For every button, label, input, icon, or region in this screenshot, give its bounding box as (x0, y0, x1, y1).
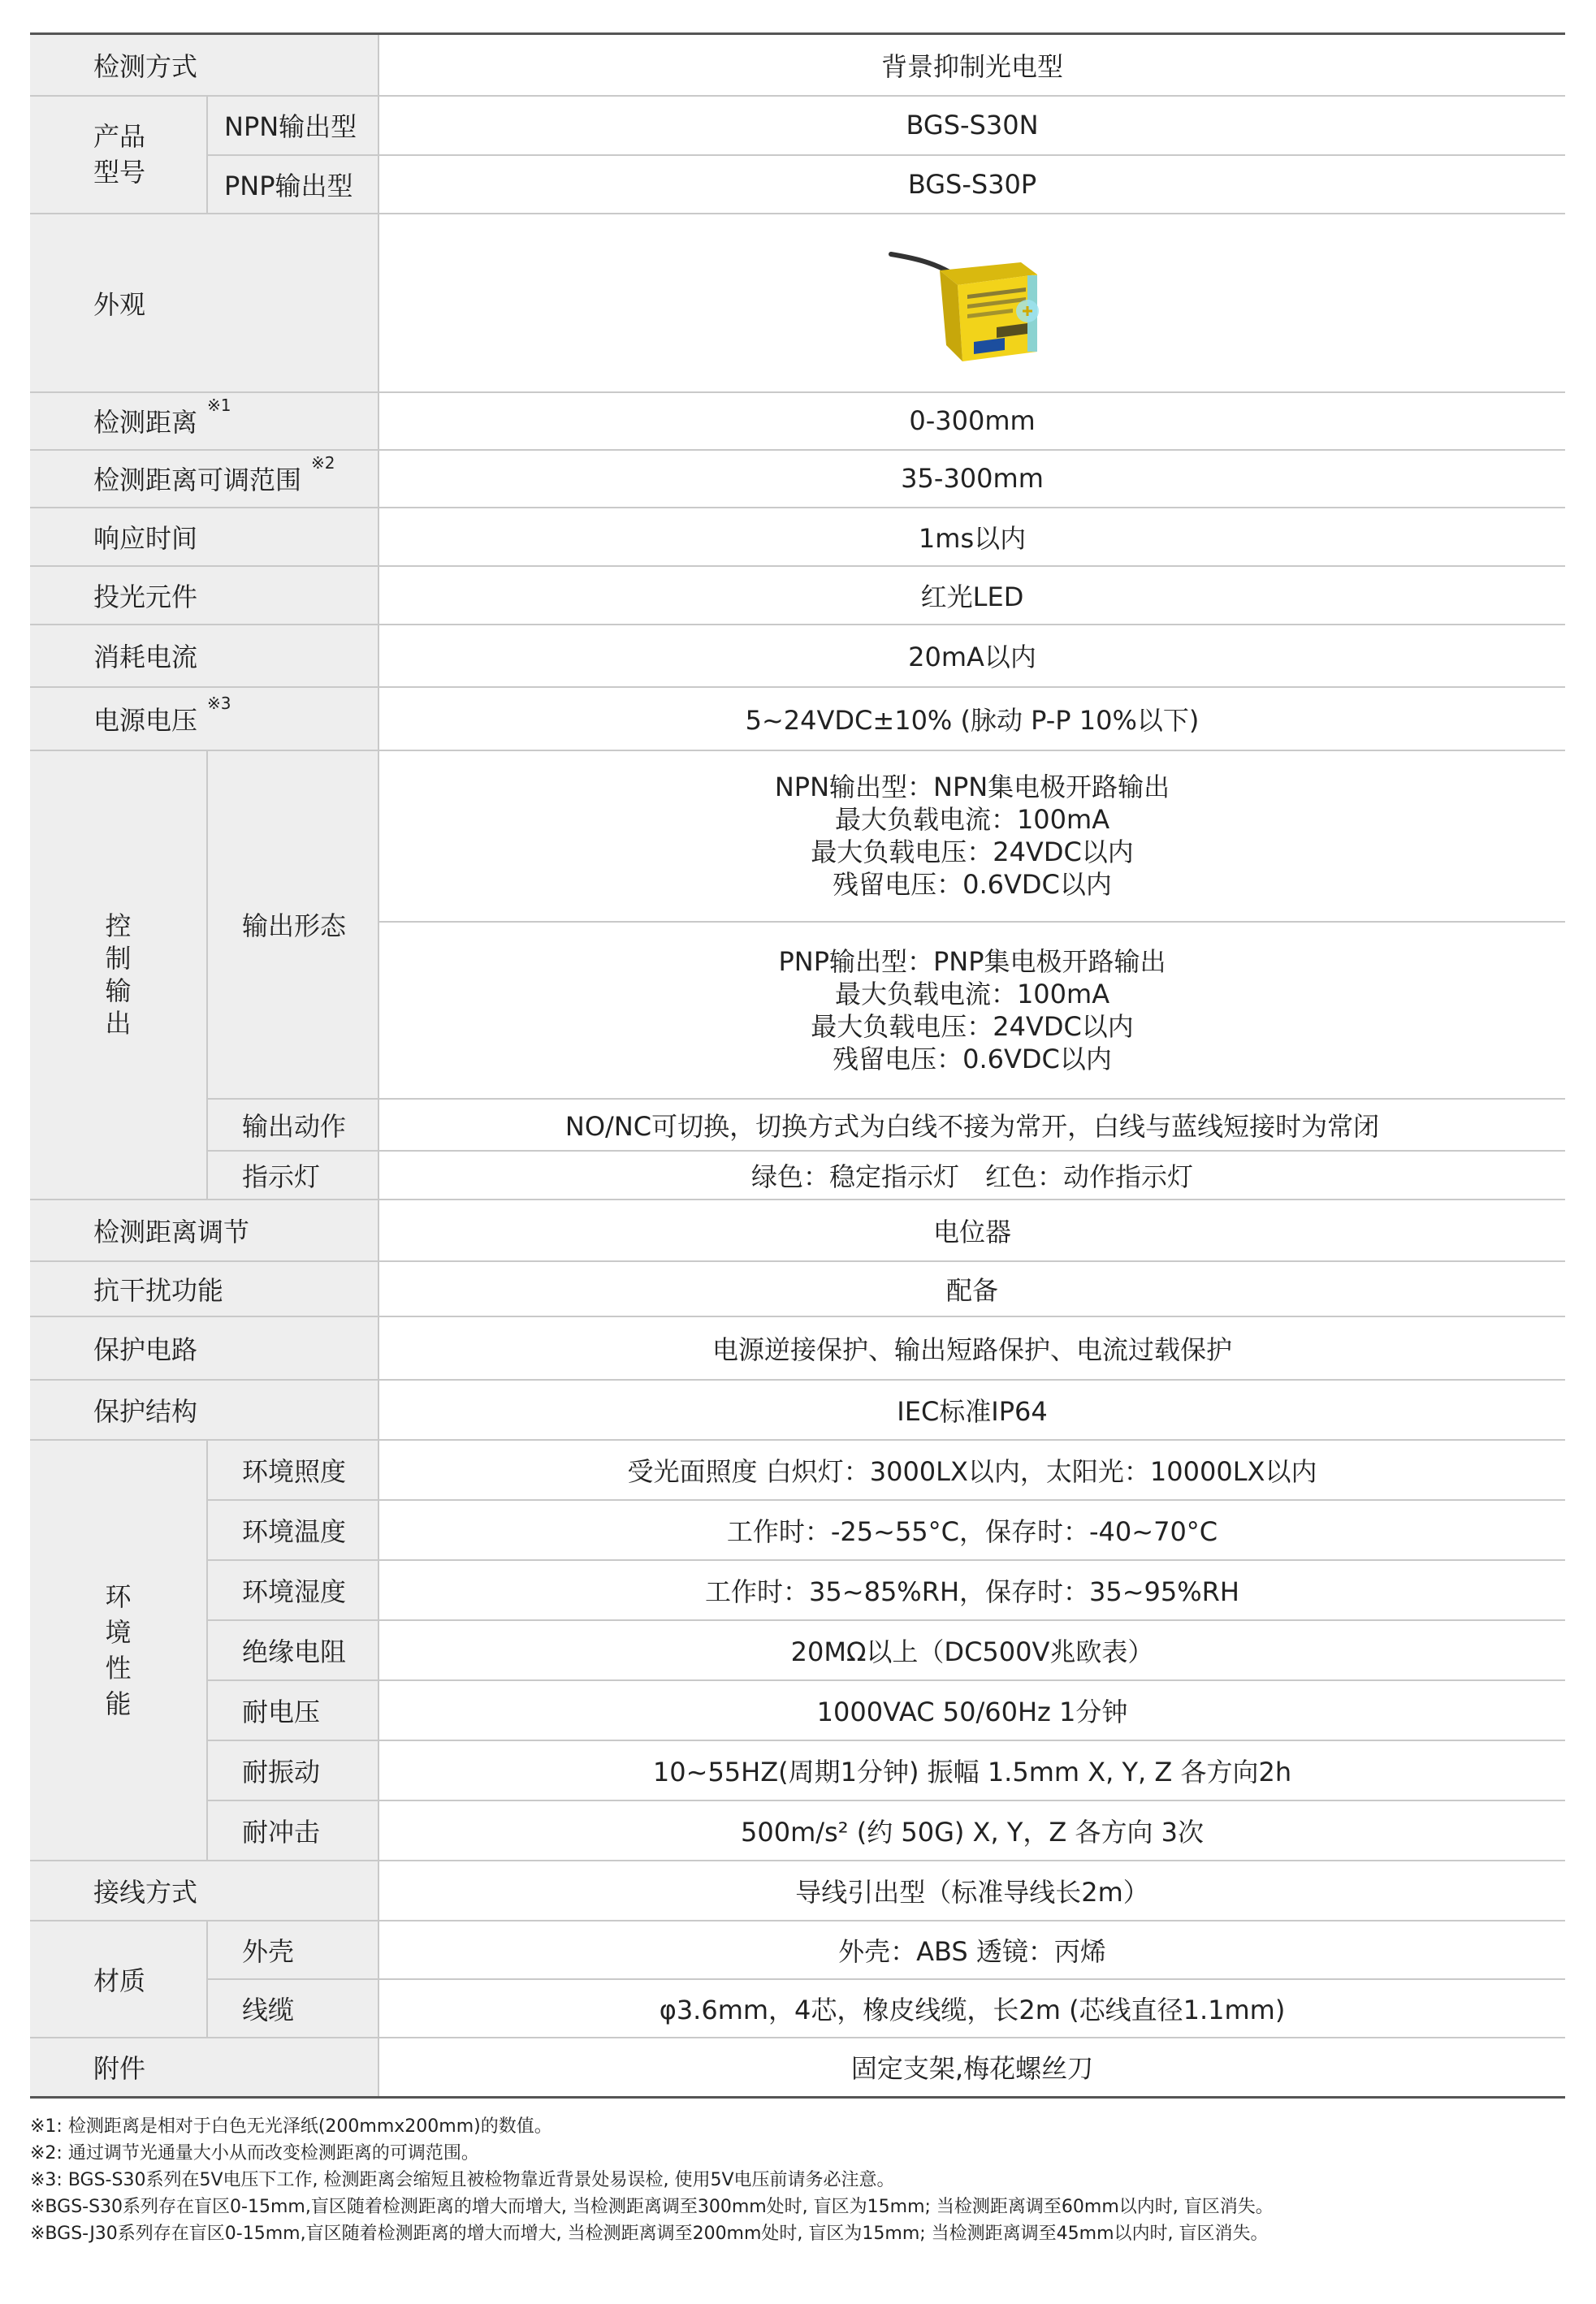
footnote-4: ※BGS-S30系列存在盲区0-15mm,盲区随着检测距离的增大而增大, 当检测距离调至300mm处时, 盲区为15mm; 当检测距离调至60mm以内时, 盲区消失。 (30, 2197, 1274, 2217)
output-form-pnp-value (378, 922, 1565, 1099)
model-label-line1: 产品 (93, 121, 146, 152)
env-insulation-label: 绝缘电阻 (207, 1620, 378, 1680)
row-light-source (30, 566, 1565, 625)
indicator-value: 绿色：稳定指示灯 红色：动作指示灯 (378, 1151, 1565, 1200)
protection-circuit-label: 保护电路 (30, 1316, 378, 1380)
control-output-group-label (30, 750, 207, 1200)
wiring-value: 导线引出型（标准导线长2m） (378, 1861, 1565, 1921)
supply-voltage-value: 5~24VDC±10% (脉动 P-P 10%以下) (378, 687, 1565, 750)
row-appearance (30, 214, 1565, 392)
distance-adjustment-value: 电位器 (378, 1200, 1565, 1261)
control-char-4: 出 (105, 1008, 132, 1039)
npn-line-1: NPN输出型：NPN集电极开路输出 (774, 772, 1170, 802)
footnote-5: ※BGS-J30系列存在盲区0-15mm,盲区随着检测距离的增大而增大, 当检测距离调至200mm处时, 盲区为15mm; 当检测距离调至45mm以内时, 盲区消失。 (30, 2224, 1269, 2244)
footnotes (30, 2113, 1565, 2247)
supply-voltage-label (30, 687, 378, 750)
detection-distance-label (30, 392, 378, 450)
light-source-label: 投光元件 (30, 566, 378, 625)
env-temperature-value: 工作时：-25~55°C，保存时：-40~70°C (378, 1500, 1565, 1560)
model-label (30, 96, 207, 214)
spec-table (30, 32, 1565, 2099)
env-humidity-value: 工作时：35~85%RH，保存时：35~95%RH (378, 1560, 1565, 1620)
material-case-value: 外壳：ABS 透镜：丙烯 (378, 1921, 1565, 1979)
photoelectric-sensor-icon (883, 230, 1062, 376)
protection-structure-value: IEC标准IP64 (378, 1380, 1565, 1440)
environment-vertical-text (102, 1579, 135, 1722)
npn-line-3: 最大负载电压：24VDC以内 (811, 836, 1134, 867)
row-env-withstand-voltage (30, 1680, 1565, 1740)
material-label: 材质 (30, 1921, 207, 2038)
row-output-action (30, 1099, 1565, 1151)
adjustable-range-value: 35-300mm (378, 450, 1565, 508)
env-shock-value: 500m/s² (约 50G) X, Y，Z 各方向 3次 (378, 1800, 1565, 1861)
row-indicator (30, 1151, 1565, 1200)
row-env-shock (30, 1800, 1565, 1861)
wiring-label: 接线方式 (30, 1861, 378, 1921)
pnp-line-4: 残留电压：0.6VDC以内 (833, 1043, 1112, 1074)
material-case-label: 外壳 (207, 1921, 378, 1979)
current-consumption-value: 20mA以内 (378, 625, 1565, 687)
row-anti-interference (30, 1261, 1565, 1316)
supply-voltage-text: 电源电压 (93, 704, 198, 736)
pnp-model-label: PNP输出型 (207, 155, 378, 214)
protection-circuit-value: 电源逆接保护、输出短路保护、电流过载保护 (378, 1316, 1565, 1380)
env-withstand-voltage-value: 1000VAC 50/60Hz 1分钟 (378, 1680, 1565, 1740)
model-label-line2: 型号 (93, 157, 146, 188)
env-withstand-voltage-label: 耐电压 (207, 1680, 378, 1740)
accessories-value: 固定支架,梅花螺丝刀 (378, 2038, 1565, 2098)
npn-model-value: BGS-S30N (378, 96, 1565, 155)
material-cable-value: φ3.6mm，4芯，橡皮线缆，长2m (芯线直径1.1mm) (378, 1979, 1565, 2038)
adjustable-range-label (30, 450, 378, 508)
row-distance-adjustment (30, 1200, 1565, 1261)
row-env-vibration (30, 1740, 1565, 1800)
note-3-marker: ※3 (207, 693, 231, 713)
env-char-1: 环 (105, 1580, 132, 1612)
row-protection-structure (30, 1380, 1565, 1440)
env-char-2: 境 (105, 1616, 132, 1648)
row-wiring (30, 1861, 1565, 1921)
control-char-2: 制 (105, 943, 132, 974)
anti-interference-value: 配备 (378, 1261, 1565, 1316)
row-env-humidity (30, 1560, 1565, 1620)
pnp-line-3: 最大负载电压：24VDC以内 (811, 1010, 1134, 1042)
light-source-value: 红光LED (378, 566, 1565, 625)
note-1-marker: ※1 (207, 396, 231, 415)
control-output-vertical-text (102, 910, 135, 1040)
detection-method-label: 检测方式 (30, 34, 378, 96)
pnp-model-value: BGS-S30P (378, 155, 1565, 214)
output-action-value: NO/NC可切换，切换方式为白线不接为常开，白线与蓝线短接时为常闭 (378, 1099, 1565, 1151)
anti-interference-label: 抗干扰功能 (30, 1261, 378, 1316)
distance-adjustment-label: 检测距离调节 (30, 1200, 378, 1261)
detection-distance-text: 检测距离 (93, 407, 198, 438)
appearance-label: 外观 (30, 214, 378, 392)
row-protection-circuit (30, 1316, 1565, 1380)
output-form-label: 输出形态 (207, 750, 378, 1099)
accessories-label: 附件 (30, 2038, 378, 2098)
npn-line-4: 残留电压：0.6VDC以内 (833, 869, 1112, 900)
row-env-illuminance (30, 1440, 1565, 1500)
row-output-npn (30, 750, 1565, 922)
row-material-case (30, 1921, 1565, 1979)
material-cable-label: 线缆 (207, 1979, 378, 2038)
env-insulation-value: 20MΩ以上（DC500V兆欧表） (378, 1620, 1565, 1680)
footnote-3: ※3: BGS-S30系列在5V电压下工作, 检测距离会缩短且被检物靠近背景处易误检, 使用5V电压前请务必注意。 (30, 2170, 895, 2190)
output-action-label: 输出动作 (207, 1099, 378, 1151)
pnp-line-1: PNP输出型：PNP集电极开路输出 (778, 945, 1166, 977)
row-pnp-model (30, 155, 1565, 214)
note-2-marker: ※2 (311, 453, 335, 473)
env-temperature-label: 环境温度 (207, 1500, 378, 1560)
adjustable-range-text: 检测距离可调范围 (93, 465, 302, 495)
env-illuminance-value: 受光面照度 白炽灯：3000LX以内，太阳光：10000LX以内 (378, 1440, 1565, 1500)
row-response-time (30, 508, 1565, 566)
npn-line-2: 最大负载电流：100mA (834, 804, 1110, 835)
row-detection-method (30, 34, 1565, 96)
env-char-3: 性 (105, 1652, 132, 1684)
protection-structure-label: 保护结构 (30, 1380, 378, 1440)
row-env-insulation (30, 1620, 1565, 1680)
spec-sheet (30, 32, 1565, 2247)
environment-group-label (30, 1440, 207, 1861)
footnote-1: ※1: 检测距离是相对于白色无光泽纸(200mmx200mm)的数值。 (30, 2116, 552, 2137)
appearance-value (378, 214, 1565, 392)
output-form-npn-value (378, 750, 1565, 922)
response-time-label: 响应时间 (30, 508, 378, 566)
footnote-2: ※2: 通过调节光通量大小从而改变检测距离的可调范围。 (30, 2143, 479, 2164)
env-vibration-value: 10~55HZ(周期1分钟) 振幅 1.5mm X, Y, Z 各方向2h (378, 1740, 1565, 1800)
env-vibration-label: 耐振动 (207, 1740, 378, 1800)
pnp-line-2: 最大负载电流：100mA (834, 978, 1110, 1009)
row-detection-distance (30, 392, 1565, 450)
response-time-value: 1ms以内 (378, 508, 1565, 566)
env-humidity-label: 环境湿度 (207, 1560, 378, 1620)
row-supply-voltage (30, 687, 1565, 750)
row-current-consumption (30, 625, 1565, 687)
env-char-4: 能 (105, 1688, 132, 1719)
row-npn-model (30, 96, 1565, 155)
control-char-1: 控 (105, 910, 132, 941)
npn-model-label: NPN输出型 (207, 96, 378, 155)
indicator-label: 指示灯 (207, 1151, 378, 1200)
current-consumption-label: 消耗电流 (30, 625, 378, 687)
row-material-cable (30, 1979, 1565, 2038)
detection-distance-value: 0-300mm (378, 392, 1565, 450)
env-shock-label: 耐冲击 (207, 1800, 378, 1861)
row-accessories (30, 2038, 1565, 2098)
detection-method-value: 背景抑制光电型 (378, 34, 1565, 96)
row-env-temperature (30, 1500, 1565, 1560)
env-illuminance-label: 环境照度 (207, 1440, 378, 1500)
control-char-3: 输 (105, 975, 132, 1006)
row-adjustable-range (30, 450, 1565, 508)
